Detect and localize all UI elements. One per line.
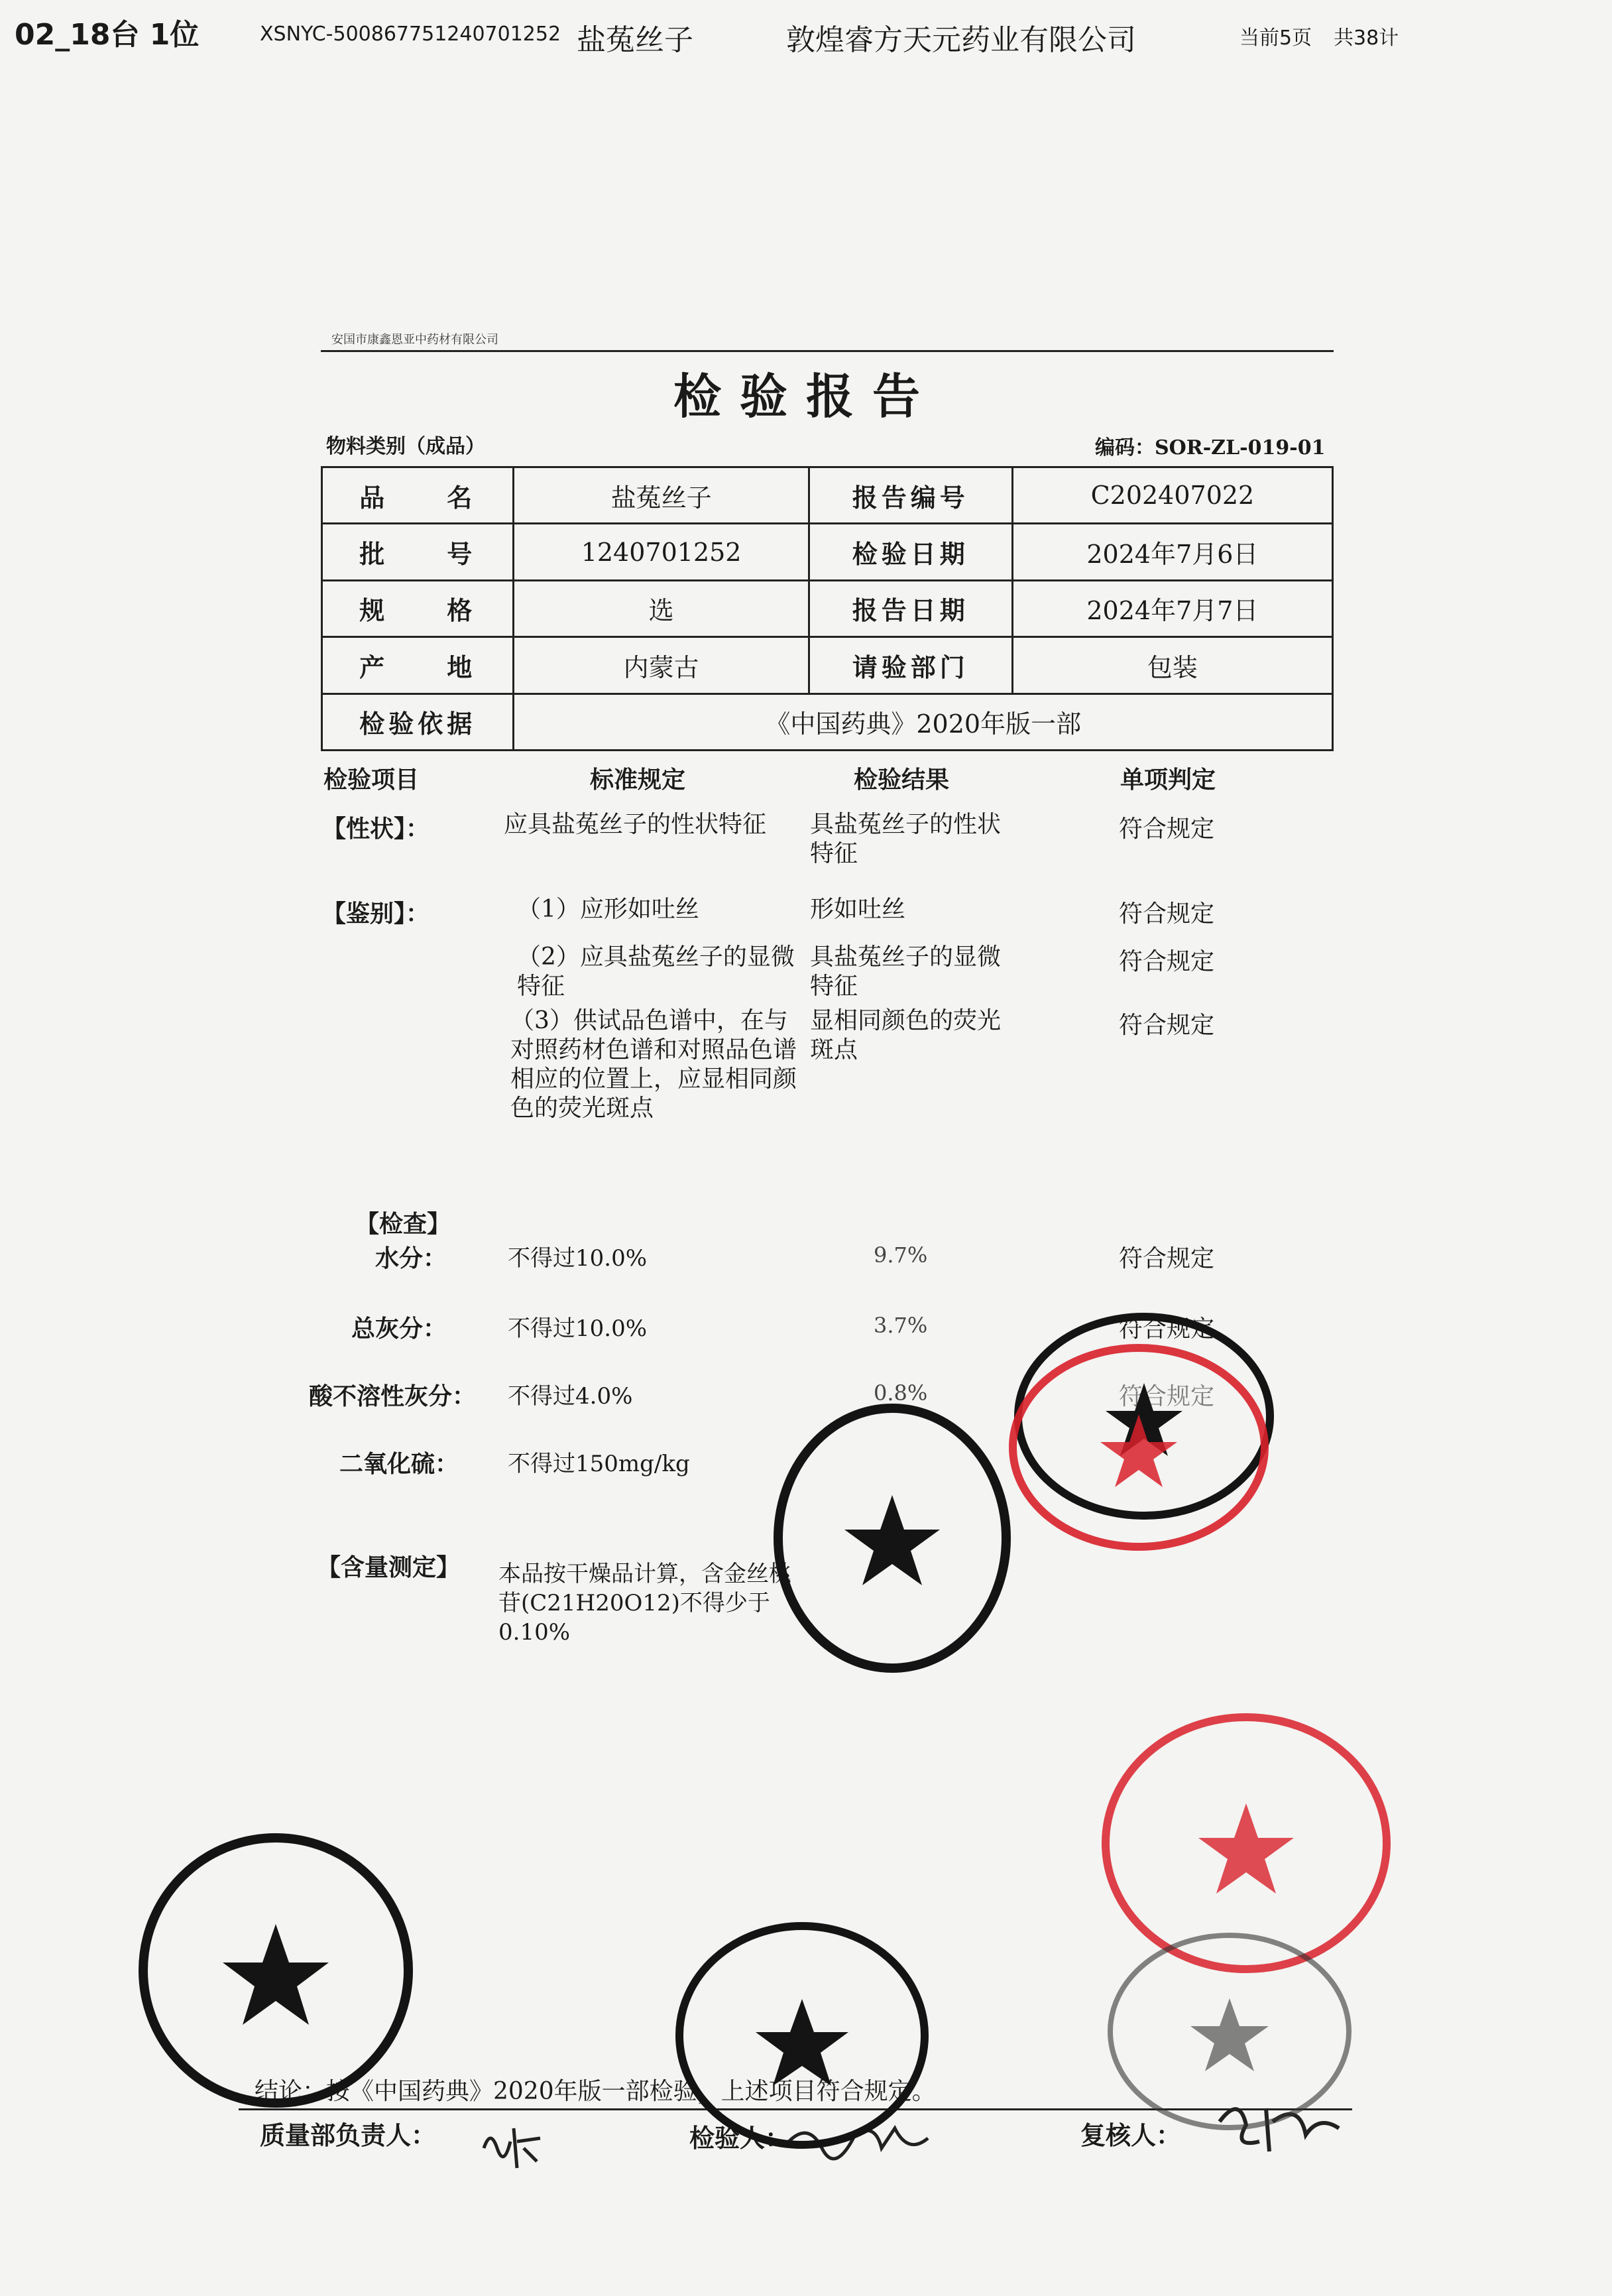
name-label: 品 名 xyxy=(322,467,514,524)
moisture-result: 9.7% xyxy=(874,1242,928,1268)
header-total: 共38计 xyxy=(1334,27,1399,50)
ash-standard: 不得过10.0% xyxy=(508,1315,648,1342)
ident-1-judge: 符合规定 xyxy=(1119,900,1215,928)
report-title: 检验报告 xyxy=(673,368,939,424)
ident-3-result: 显相同颜色的荧光斑点 xyxy=(810,1007,1002,1063)
inspector-label: 检验人： xyxy=(689,2123,791,2153)
moisture-standard: 不得过10.0% xyxy=(508,1245,648,1272)
inspection-label: 【检查】 xyxy=(355,1210,451,1238)
report-date-label: 报告日期 xyxy=(809,580,1012,636)
dept-value: 包装 xyxy=(1012,637,1332,694)
origin-value: 内蒙古 xyxy=(514,637,809,694)
ash-result: 3.7% xyxy=(874,1313,928,1338)
ash-label: 总灰分： xyxy=(351,1315,447,1343)
stamp-xiaoshennong-black-left xyxy=(130,1825,422,2116)
dept-label: 请验部门 xyxy=(809,637,1012,694)
so2-standard: 不得过150mg/kg xyxy=(508,1451,690,1477)
acid-ash-label: 酸不溶性灰分： xyxy=(309,1382,477,1410)
batch-label: 批 号 xyxy=(322,524,514,580)
reviewer-label: 复核人： xyxy=(1080,2120,1182,2150)
conclusion: 结论：按《中国药典》2020年版一部检验，上述项目符合规定。 xyxy=(255,2078,936,2105)
header-company: 敦煌睿方天元药业有限公司 xyxy=(786,23,1136,57)
character-label: 【性状】： xyxy=(322,815,430,843)
stamp-xiaoshennong-black-center xyxy=(766,1399,1018,1677)
assay-label: 【含量测定】 xyxy=(317,1553,461,1581)
issuer-name: 安国市康鑫恩亚中药材有限公司 xyxy=(331,333,498,347)
col-item: 检验项目 xyxy=(323,766,420,794)
report-date-value: 2024年7月7日 xyxy=(1012,580,1332,636)
ident-3-standard: （3）供试品色谱中，在与对照药材色谱和对照品色谱相应的位置上，应显相同颜色的荧光斑点 xyxy=(510,1007,797,1122)
dept-head-signature xyxy=(477,2122,550,2175)
moisture-judge: 符合规定 xyxy=(1119,1245,1215,1272)
spec-value: 选 xyxy=(514,580,809,636)
origin-label: 产 地 xyxy=(322,637,514,694)
stamp-dunhuang-red xyxy=(1000,1338,1278,1557)
report-no-value: C202407022 xyxy=(1012,467,1332,524)
test-date-label: 检验日期 xyxy=(809,524,1012,580)
ident-1-standard: （1）应形如吐丝 xyxy=(517,896,699,923)
info-table xyxy=(321,466,1334,751)
header-page: 当前5页 xyxy=(1239,27,1312,50)
ident-3-judge: 符合规定 xyxy=(1119,1012,1215,1039)
identification-label: 【鉴别】： xyxy=(322,900,430,928)
stamp-kangxin-faint xyxy=(1100,1925,1359,2138)
material-category: 物料类别（成品） xyxy=(326,435,485,458)
test-date-value: 2024年7月6日 xyxy=(1012,524,1332,580)
report-no-label: 报告编号 xyxy=(809,467,1012,524)
dept-head-label: 质量部负责人： xyxy=(260,2120,437,2150)
ident-2-result: 具盐菟丝子的显微特征 xyxy=(810,943,1002,1000)
ident-2-judge: 符合规定 xyxy=(1119,948,1215,975)
issuer-rule xyxy=(321,350,1334,352)
header-code: XSNYC-500867751240701252 xyxy=(260,23,561,46)
so2-label: 二氧化硫： xyxy=(339,1450,459,1478)
col-result: 检验结果 xyxy=(854,766,950,794)
ash-judge: 符合规定 xyxy=(1119,1315,1215,1343)
doc-code: 编码：SOR-ZL-019-01 xyxy=(1095,436,1326,459)
acid-ash-result: 0.8% xyxy=(874,1380,928,1406)
acid-ash-standard: 不得过4.0% xyxy=(508,1383,633,1410)
basis-value: 《中国药典》2020年版一部 xyxy=(514,694,1333,750)
header-product: 盐菟丝子 xyxy=(577,23,693,57)
col-standard: 标准规定 xyxy=(590,766,686,794)
ident-2-standard: （2）应具盐菟丝子的显微特征 xyxy=(517,943,795,1000)
ident-1-result: 形如吐丝 xyxy=(810,896,906,923)
assay-standard: 本品按干燥品计算，含金丝桃苷(C21H20O12)不得少于0.10% xyxy=(498,1561,791,1646)
moisture-label: 水分： xyxy=(375,1244,447,1272)
spec-label: 规 格 xyxy=(322,580,514,636)
name-value: 盐菟丝子 xyxy=(514,467,809,524)
basis-label: 检验依据 xyxy=(322,694,514,750)
character-result: 具盐菟丝子的性状特征 xyxy=(810,811,1002,867)
stamp-kangxin-black xyxy=(669,1916,935,2155)
col-judge: 单项判定 xyxy=(1120,766,1216,794)
acid-ash-judge: 符合规定 xyxy=(1119,1383,1215,1410)
batch-value: 1240701252 xyxy=(514,524,809,580)
header-position: 02_18台 1位 xyxy=(15,18,200,52)
character-standard: 应具盐菟丝子的性状特征 xyxy=(504,811,767,838)
character-judge: 符合规定 xyxy=(1119,816,1215,843)
